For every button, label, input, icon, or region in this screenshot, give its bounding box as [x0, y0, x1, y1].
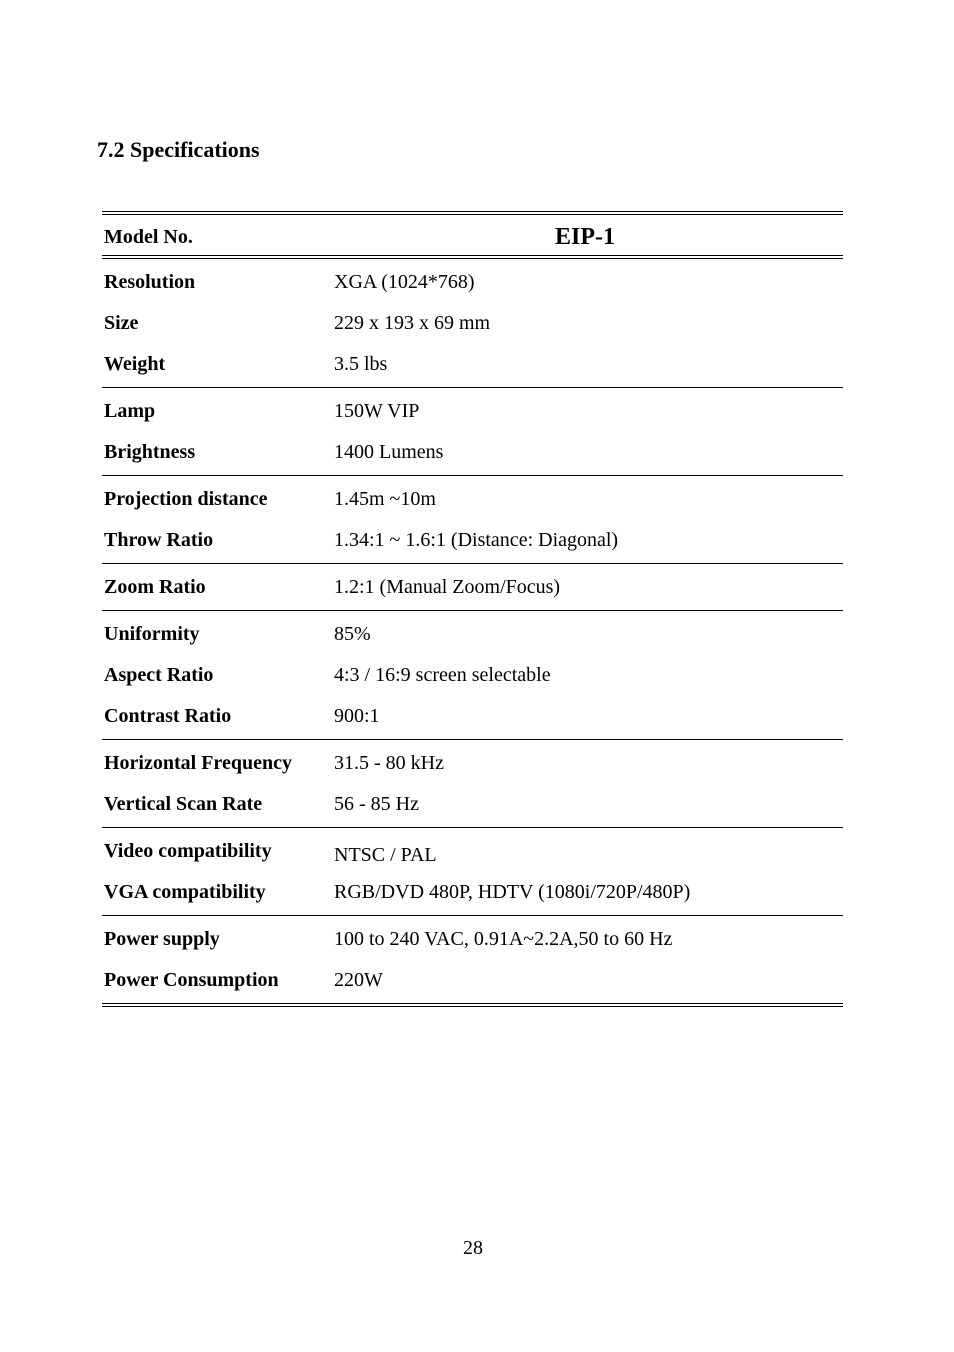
spec-value: 1400 Lumens: [334, 441, 444, 463]
model-no-label: Model No.: [104, 226, 193, 248]
spec-row: [102, 344, 843, 385]
spec-group: [102, 740, 843, 827]
spec-row: [102, 432, 843, 473]
spec-value: 4:3 / 16:9 screen selectable: [334, 664, 551, 686]
section-title: 7.2 Specifications: [97, 137, 260, 162]
spec-row: [102, 831, 843, 872]
spec-row: [102, 520, 843, 561]
spec-value: 1.2:1 (Manual Zoom/Focus): [334, 576, 561, 598]
spec-value: 900:1: [334, 705, 380, 727]
spec-row: [102, 696, 843, 737]
spec-row: [102, 655, 843, 696]
spec-value: NTSC / PAL: [334, 844, 437, 866]
spec-value: 1.45m ~10m: [334, 488, 436, 510]
spec-row: [102, 262, 843, 303]
page-number: 28: [463, 1237, 483, 1259]
spec-name: Throw Ratio: [104, 529, 214, 551]
spec-name: Contrast Ratio: [104, 705, 232, 727]
spec-row: [102, 479, 843, 520]
model-name: EIP-1: [555, 224, 615, 250]
spec-value: 31.5 - 80 kHz: [334, 752, 444, 774]
spec-group: [102, 388, 843, 475]
spec-row: [102, 567, 843, 608]
spec-value: 229 x 193 x 69 mm: [334, 312, 491, 334]
spec-name: Projection distance: [104, 488, 268, 510]
spec-groups: [102, 259, 843, 1003]
spec-group: [102, 476, 843, 563]
spec-name: Size: [104, 312, 139, 334]
spec-name: Horizontal Frequency: [104, 752, 292, 774]
spec-row: [102, 303, 843, 344]
spec-row: [102, 743, 843, 784]
spec-name: Vertical Scan Rate: [104, 793, 263, 815]
spec-value: 220W: [334, 969, 383, 991]
spec-name: VGA compatibility: [104, 881, 266, 903]
spec-name: Video compatibility: [104, 840, 272, 862]
spec-value: 56 - 85 Hz: [334, 793, 419, 815]
spec-row: [102, 391, 843, 432]
spec-table: [102, 211, 843, 1007]
spec-name: Resolution: [104, 271, 196, 293]
spec-name: Weight: [104, 353, 166, 375]
spec-value: XGA (1024*768): [334, 271, 475, 293]
spec-value: 3.5 lbs: [334, 353, 388, 375]
spec-value: 100 to 240 VAC, 0.91A~2.2A,50 to 60 Hz: [334, 928, 673, 950]
spec-name: Power supply: [104, 928, 220, 950]
spec-row: [102, 960, 843, 1001]
spec-group: [102, 611, 843, 739]
spec-row: [102, 919, 843, 960]
table-bottom-rule: [102, 1003, 843, 1007]
spec-value: RGB/DVD 480P, HDTV (1080i/720P/480P): [334, 881, 691, 903]
spec-name: Aspect Ratio: [104, 664, 214, 686]
spec-value: 85%: [334, 623, 371, 645]
spec-name: Lamp: [104, 400, 156, 422]
spec-row: [102, 614, 843, 655]
spec-name: Brightness: [104, 441, 196, 463]
spec-name: Uniformity: [104, 623, 200, 645]
spec-row: [102, 784, 843, 825]
spec-value: 150W VIP: [334, 400, 420, 422]
table-header-row: [102, 215, 843, 255]
spec-name: Power Consumption: [104, 969, 279, 991]
spec-group: [102, 564, 843, 610]
spec-group: [102, 828, 843, 915]
spec-row: [102, 872, 843, 913]
spec-group: [102, 259, 843, 387]
spec-value: 1.34:1 ~ 1.6:1 (Distance: Diagonal): [334, 529, 619, 551]
spec-group: [102, 916, 843, 1003]
spec-name: Zoom Ratio: [104, 576, 206, 598]
